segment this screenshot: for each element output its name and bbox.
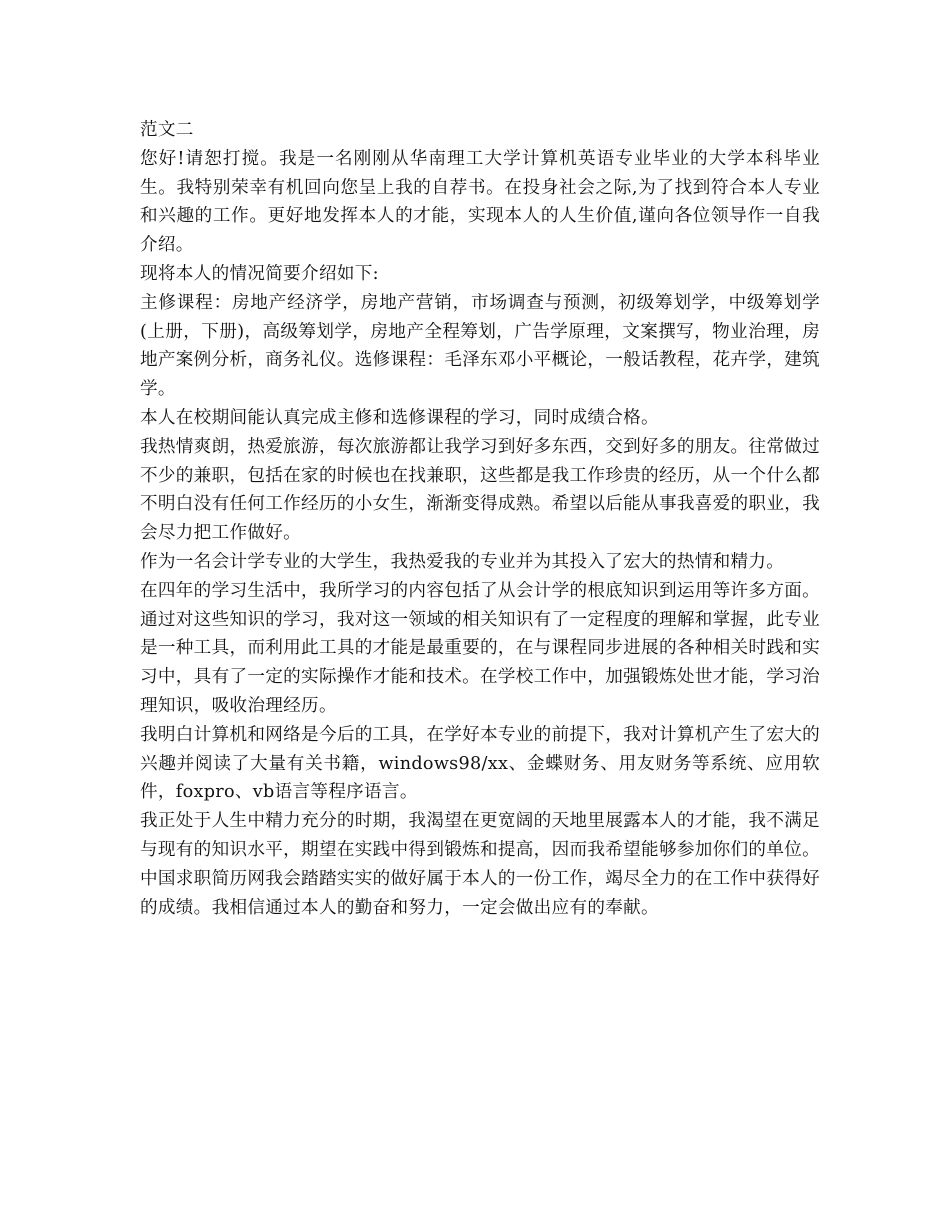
document-title: 范文二 [140, 120, 194, 140]
paragraph-greeting: 您好!请恕打搅。我是一名刚刚从华南理工大学计算机英语专业毕业的大学本科毕业生。我特别荣幸有机回向您呈上我的自荐书。在投身社会之际,为了找到符合本人专业和兴趣的工作。更好地发挥本人的才能，实现本人的人生价值,谨向各位领导作一自我介绍。 [140, 148, 820, 256]
paragraph-study: 在四年的学习生活中，我所学习的内容包括了从会计学的根底知识到运用等许多方面。通过对这些知识的学习，我对这一领域的相关知识有了一定程度的理解和掌握，此专业是一种工具，而利用此工具的才能是最重要的，在与课程同步进展的各种相关时践和实习中，具有了一定的实际操作才能和技术。在学校工作中，加强锻炼处世才能，学习治理知识，吸收治理经历。 [140, 580, 820, 716]
paragraph-major: 作为一名会计学专业的大学生，我热爱我的专业并为其投入了宏大的热情和精力。 [140, 551, 785, 572]
paragraph-personality: 我热情爽朗，热爱旅游，每次旅游都让我学习到好多东西，交到好多的朋友。往常做过不少的兼职，包括在家的时候也在找兼职，这些都是我工作珍贵的经历，从一个什么都不明白没有任何工作经历的小女生，渐渐变得成熟。希望以后能从事我喜爱的职业，我会尽力把工作做好。 [140, 436, 820, 544]
document-body [140, 116, 820, 922]
paragraph-intro: 现将本人的情况简要介绍如下: [140, 263, 379, 284]
paragraph-computer: 我明白计算机和网络是今后的工具，在学好本专业的前提下，我对计算机产生了宏大的兴趣并阅读了大量有关书籍，windows98/xx、金蝶财务、用友财务等系统、应用软件，foxpro、vb语言等程序语言。 [140, 724, 820, 803]
paragraph-courses: 主修课程：房地产经济学，房地产营销，市场调查与预测，初级筹划学，中级筹划学(上册，下册)，高级筹划学，房地产全程筹划，广告学原理，文案撰写，物业治理，房地产案例分析，商务礼仪。选修课程：毛泽东邓小平概论，一般话教程，花卉学，建筑学。 [140, 292, 820, 400]
paragraph-closing: 我正处于人生中精力充分的时期，我渴望在更宽阔的天地里展露本人的才能，我不满足与现有的知识水平，期望在实践中得到锻炼和提高，因而我希望能够参加你们的单位。中国求职简历网我会踏踏实实的做好属于本人的一份工作，竭尽全力的在工作中获得好的成绩。我相信通过本人的勤奋和努力，一定会做出应有的奉献。 [140, 811, 820, 918]
paragraph-grades: 本人在校期间能认真完成主修和选修课程的学习，同时成绩合格。 [140, 407, 659, 428]
